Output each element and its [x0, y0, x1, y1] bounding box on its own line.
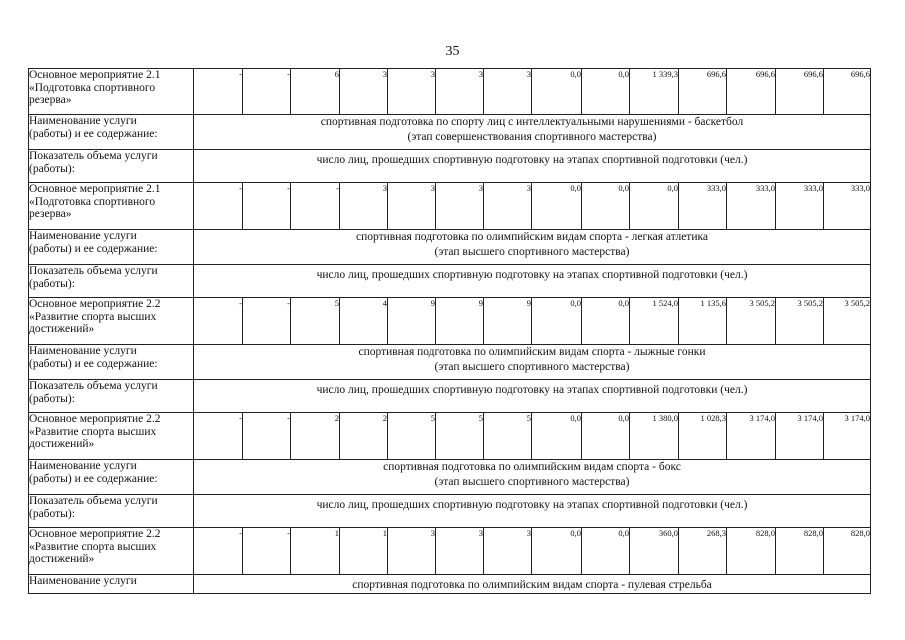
- row-label: Наименование услуги (работы) и ее содержание:: [29, 345, 194, 380]
- value-cell: 3: [484, 69, 532, 115]
- data-row: [29, 298, 871, 345]
- value-cell: 828,0: [776, 528, 824, 575]
- description-cell: спортивная подготовка по олимпийским видам спорта - лыжные гонки (этап высшего спортивного мастерства): [194, 345, 871, 380]
- value-cell: -: [194, 69, 243, 115]
- description-row: [29, 230, 871, 265]
- value-cell: -: [243, 183, 291, 230]
- data-row: [29, 69, 871, 115]
- value-cell: -: [194, 183, 243, 230]
- value-cell: 6: [291, 69, 340, 115]
- row-label: Наименование услуги (работы) и ее содержание:: [29, 115, 194, 150]
- value-cell: 3: [436, 183, 484, 230]
- value-cell: 0,0: [532, 413, 582, 460]
- description-row: [29, 115, 871, 150]
- description-cell: спортивная подготовка по спорту лиц с интеллектуальными нарушениями - баскетбол (этап совершенствования спортивного мастерства): [194, 115, 871, 150]
- value-cell: 333,0: [679, 183, 727, 230]
- value-cell: 3: [340, 183, 388, 230]
- value-cell: 1 339,3: [630, 69, 679, 115]
- value-cell: 3: [388, 183, 436, 230]
- value-cell: 3: [436, 69, 484, 115]
- value-cell: 0,0: [582, 183, 630, 230]
- program-table: [28, 68, 871, 594]
- description-row: [29, 345, 871, 380]
- row-label: Основное мероприятие 2.2 «Развитие спорта высших достижений»: [29, 528, 194, 575]
- row-label: Наименование услуги (работы) и ее содержание:: [29, 230, 194, 265]
- row-label: Показатель объема услуги (работы):: [29, 150, 194, 183]
- description-row: [29, 460, 871, 495]
- data-row: [29, 413, 871, 460]
- row-label: Показатель объема услуги (работы):: [29, 495, 194, 528]
- value-cell: 3: [484, 528, 532, 575]
- value-cell: 0,0: [532, 183, 582, 230]
- value-cell: 0,0: [582, 298, 630, 345]
- description-cell: число лиц, прошедших спортивную подготовку на этапах спортивной подготовки (чел.): [194, 150, 871, 183]
- value-cell: 2: [291, 413, 340, 460]
- value-cell: -: [291, 183, 340, 230]
- description-cell: число лиц, прошедших спортивную подготовку на этапах спортивной подготовки (чел.): [194, 495, 871, 528]
- description-cell: спортивная подготовка по олимпийским видам спорта - пулевая стрельба: [194, 575, 871, 594]
- value-cell: 268,3: [679, 528, 727, 575]
- value-cell: 1 380,0: [630, 413, 679, 460]
- description-cell: спортивная подготовка по олимпийским видам спорта - бокс (этап высшего спортивного мастерства): [194, 460, 871, 495]
- value-cell: 333,0: [776, 183, 824, 230]
- value-cell: 9: [388, 298, 436, 345]
- data-row: [29, 528, 871, 575]
- row-label: Основное мероприятие 2.2 «Развитие спорта высших достижений»: [29, 413, 194, 460]
- value-cell: 696,6: [776, 69, 824, 115]
- value-cell: -: [243, 528, 291, 575]
- value-cell: 5: [291, 298, 340, 345]
- value-cell: 3 505,2: [824, 298, 871, 345]
- row-label: Основное мероприятие 2.1 «Подготовка спортивного резерва»: [29, 69, 194, 115]
- description-cell: спортивная подготовка по олимпийским видам спорта - легкая атлетика (этап высшего спортивного мастерства): [194, 230, 871, 265]
- row-label: Показатель объема услуги (работы):: [29, 265, 194, 298]
- description-row: [29, 150, 871, 183]
- description-cell: число лиц, прошедших спортивную подготовку на этапах спортивной подготовки (чел.): [194, 380, 871, 413]
- value-cell: 1: [291, 528, 340, 575]
- row-label: Основное мероприятие 2.2 «Развитие спорта высших достижений»: [29, 298, 194, 345]
- value-cell: 3: [388, 528, 436, 575]
- description-row: [29, 380, 871, 413]
- page-number: 35: [445, 44, 460, 59]
- value-cell: 360,0: [630, 528, 679, 575]
- value-cell: 3: [388, 69, 436, 115]
- value-cell: 0,0: [582, 413, 630, 460]
- value-cell: 2: [340, 413, 388, 460]
- value-cell: 3: [436, 528, 484, 575]
- value-cell: -: [194, 528, 243, 575]
- value-cell: 3 505,2: [727, 298, 776, 345]
- value-cell: 3: [484, 183, 532, 230]
- value-cell: 9: [436, 298, 484, 345]
- value-cell: 5: [436, 413, 484, 460]
- value-cell: 3 174,0: [776, 413, 824, 460]
- row-label: Наименование услуги: [29, 575, 194, 594]
- value-cell: 3 505,2: [776, 298, 824, 345]
- value-cell: 0,0: [532, 69, 582, 115]
- value-cell: -: [243, 298, 291, 345]
- value-cell: 3 174,0: [824, 413, 871, 460]
- value-cell: -: [243, 413, 291, 460]
- value-cell: -: [243, 69, 291, 115]
- row-label: Наименование услуги (работы) и ее содержание:: [29, 460, 194, 495]
- description-row: [29, 265, 871, 298]
- row-label: Показатель объема услуги (работы):: [29, 380, 194, 413]
- value-cell: 0,0: [532, 528, 582, 575]
- value-cell: 3 174,0: [727, 413, 776, 460]
- value-cell: 696,6: [824, 69, 871, 115]
- value-cell: 0,0: [532, 298, 582, 345]
- value-cell: 0,0: [582, 528, 630, 575]
- value-cell: 696,6: [727, 69, 776, 115]
- row-label: Основное мероприятие 2.1 «Подготовка спортивного резерва»: [29, 183, 194, 230]
- value-cell: 828,0: [824, 528, 871, 575]
- value-cell: 3: [340, 69, 388, 115]
- value-cell: 9: [484, 298, 532, 345]
- value-cell: 0,0: [582, 69, 630, 115]
- value-cell: 1 135,6: [679, 298, 727, 345]
- value-cell: -: [194, 413, 243, 460]
- value-cell: 1 028,3: [679, 413, 727, 460]
- value-cell: 0,0: [630, 183, 679, 230]
- value-cell: 4: [340, 298, 388, 345]
- description-row: [29, 575, 871, 594]
- value-cell: 333,0: [824, 183, 871, 230]
- value-cell: 828,0: [727, 528, 776, 575]
- description-cell: число лиц, прошедших спортивную подготовку на этапах спортивной подготовки (чел.): [194, 265, 871, 298]
- data-row: [29, 183, 871, 230]
- value-cell: -: [194, 298, 243, 345]
- value-cell: 1: [340, 528, 388, 575]
- description-row: [29, 495, 871, 528]
- value-cell: 1 524,0: [630, 298, 679, 345]
- value-cell: 5: [388, 413, 436, 460]
- value-cell: 333,0: [727, 183, 776, 230]
- value-cell: 696,6: [679, 69, 727, 115]
- value-cell: 5: [484, 413, 532, 460]
